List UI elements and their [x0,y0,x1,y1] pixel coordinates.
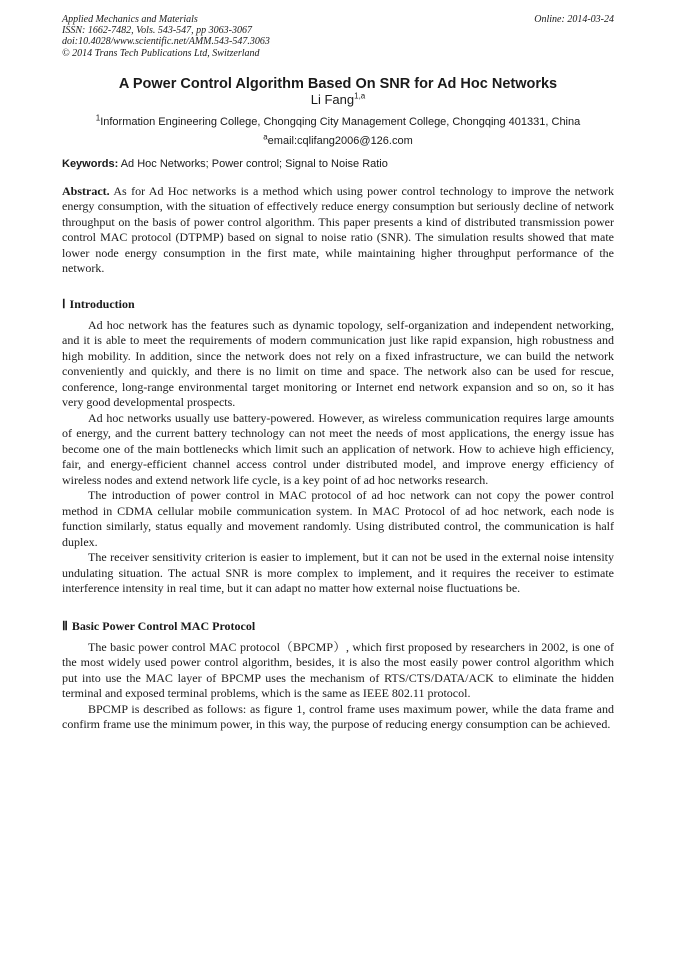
section-number: Ⅰ [62,296,66,311]
keywords [62,158,614,171]
section-body-bpcmp [62,640,614,733]
paragraph: The introduction of power control in MAC protocol of ad hoc network can not copy the power control method in CDMA cellular mobile communication system. In MAC Protocol of ad hoc network, each node is function similarly, status equally and movement randomly. Using distributed control, the communication is half duplex. [62,488,614,549]
email-superscript: a [263,132,268,142]
author-superscript: 1,a [354,91,366,101]
section-number: Ⅱ [62,618,68,633]
affiliation-superscript: 1 [95,113,101,123]
author-line [62,92,614,107]
paragraph: BPCMP is described as follows: as figure 1, control frame uses maximum power, while the data frame and confirm frame use the minimum power, in this way, the purpose of reducing energy consumption can be achieved. [62,701,614,732]
journal-name: Applied Mechanics and Materials [62,14,198,25]
running-header [62,14,614,59]
copyright-line: © 2014 Trans Tech Publications Ltd, Switzerland [62,47,260,59]
author-name: Li Fang [310,91,355,107]
paper-page [62,14,614,733]
paragraph: The basic power control MAC protocol（BPCMP）, which first proposed by researchers in 2002, is one of the most widely used power control algorithm, besides, it is also the most easily power control algorithm which put into use the MAC layer of BPCMP uses the mechanism of RTS/CTS/DATA/ACK to eliminate the hidden terminal and exposed terminal problems, which is the same as IEEE 802.11 protocol. [62,639,614,701]
issn-line: ISSN: 1662-7482, Vols. 543-547, pp 3063-3067 [62,25,252,37]
paragraph: Ad hoc networks usually use battery-powered. However, as wireless communication requires large amounts of energy, and the current battery technology can not meet the needs of most applications, the energy issue has become one of the main bottlenecks which limit such an application of network. How to achieve high efficiency, fair, and energy-efficient channel access control under distributed model, and improve energy efficiency of wireless nodes and extend network life cycle, is a key point of ad hoc networks research. [62,410,614,487]
paper-title: A Power Control Algorithm Based On SNR for Ad Hoc Networks [118,75,558,92]
section-body-introduction [62,318,614,597]
section-title: Introduction [69,296,135,311]
abstract-label: Abstract. [62,183,110,198]
online-date: Online: 2014-03-24 [534,14,614,25]
keywords-label: Keywords: [62,157,119,170]
paragraph: The receiver sensitivity criterion is easier to implement, but it can not be used in the external noise intensity undulating situation. The actual SNR is more complex to implement, and it requires the receiver to estimate interference intensity in real time, but it can adapt no matter how external noise fluctuations be. [62,550,614,596]
affiliation [62,113,614,129]
doi-line: doi:10.4028/www.scientific.net/AMM.543-547.3063 [62,36,270,48]
section-heading-bpcmp [62,619,614,634]
email-text: email:cqlifang2006@126.com [267,134,413,147]
keywords-text: Ad Hoc Networks; Power control; Signal to Noise Ratio [120,157,388,170]
section-heading-introduction [62,297,614,312]
paragraph: Ad hoc network has the features such as dynamic topology, self-organization and independent networking, and it is able to meet the requirements of modern communication just like rapid expansion, high robustness and high mobility. In addition, since the network does not rely on a fixed infrastructure, we can build the network conveniently and quickly, and there is no limit on time and space. The network also can be used for rescue, conference, long-range environmental target monitoring or Internet end network expansion and so on, so it has very good developmental prospects. [62,317,614,410]
abstract-text: As for Ad Hoc networks is a method which using power control technology to improve the network energy consumption, with the situation of effectively reduce energy consumption but seriously decline of network throughput on the basis of power control algorithm. This paper presents a kind of distributed transmission power control MAC protocol (DTPMP) based on signal to noise ratio (SNR). The simulation results showed that mate lower node energy consumption in the first mate, while maintaining higher throughput performance of the network. [62,183,614,276]
email-line [62,132,614,148]
affiliation-text: Information Engineering College, Chongqing City Management College, Chongqing 401331, China [100,115,581,128]
abstract [62,184,614,277]
section-title: Basic Power Control MAC Protocol [71,618,256,633]
